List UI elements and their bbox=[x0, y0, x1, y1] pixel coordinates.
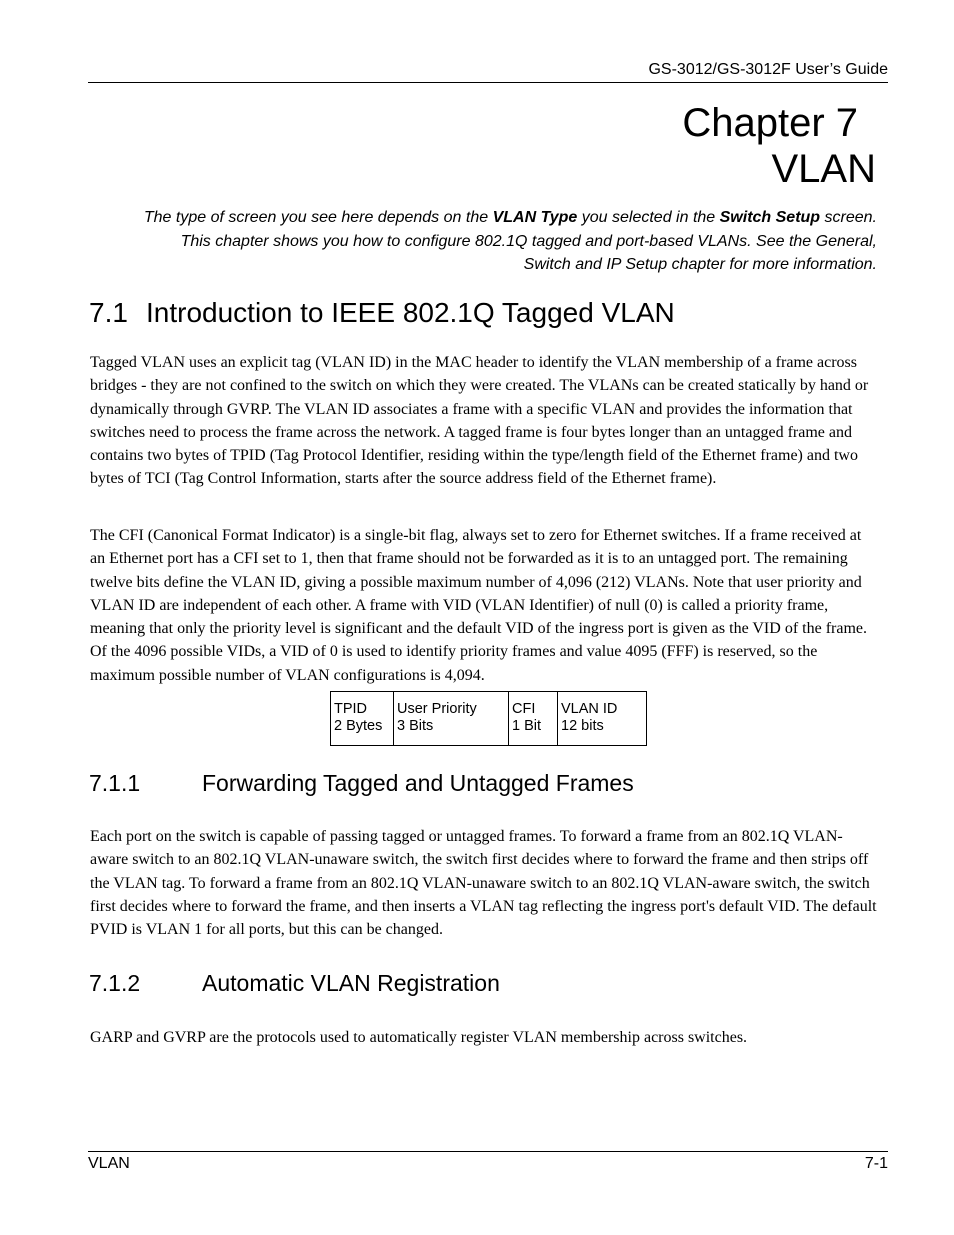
paragraph-forwarding: Each port on the switch is capable of passing tagged or untagged frames. To forward a frame from an 802.1Q VLAN-aware switch to an 802.1Q VLAN-unaware switch, the switch first decides where to forward the frame and then strips off the VLAN tag. To forward a frame from an 802.1Q VLAN-unaware switch to an 802.1Q VLAN-aware switch, the switch first decides where to forward the frame, and then inserts a VLAN tag reflecting the ingress port's default VID. The default PVID is VLAN 1 for all ports, but this can be changed. bbox=[90, 828, 877, 939]
guide-title: GS-3012/GS-3012F User’s Guide bbox=[648, 61, 888, 78]
footer-chapter-name: VLAN bbox=[88, 1155, 130, 1172]
cell-field: User Priority bbox=[397, 701, 477, 717]
section-title: Forwarding Tagged and Untagged Frames bbox=[202, 770, 634, 796]
cell-size: 3 Bits bbox=[397, 718, 434, 734]
table-row bbox=[331, 692, 647, 746]
chapter-intro bbox=[80, 206, 877, 277]
paragraph-cfi: The CFI (Canonical Format Indicator) is a single-bit flag, always set to zero for Ethernet switches. If a frame received at an Ethernet port has a CFI set to 1, then that frame should not be forwarded as it is to an untagged port. The remaining twelve bits define the VLAN ID, giving a possible maximum number of 4,096 (212) VLANs. Note that user priority and VLAN ID are independent of each other. A frame with VID (VLAN Identifier) of null (0) is called a priority frame, meaning that only the priority level is significant and the default VID of the ingress port is given as the VID of the frame. Of the 4096 possible VIDs, a VID of 0 is used to identify priority frames and value 4095 (FFF) is reserved, so the maximum possible number of VLAN configurations is 4,094. bbox=[90, 527, 867, 684]
vlan-tag-format-table bbox=[330, 691, 647, 746]
intro-text-3: screen. bbox=[820, 209, 877, 226]
intro-bold-vlan-type: VLAN Type bbox=[492, 209, 578, 226]
intro-text-1: The type of screen you see here depends on the bbox=[143, 209, 493, 226]
section-number: 7.1.2 bbox=[89, 970, 141, 996]
page-number: 7-1 bbox=[864, 1155, 888, 1172]
section-7-1-1-heading bbox=[89, 768, 634, 798]
table-cell-tpid bbox=[331, 692, 394, 746]
section-title: Automatic VLAN Registration bbox=[202, 970, 500, 996]
cell-size: 12 bits bbox=[561, 718, 604, 734]
table-cell-vlan-id bbox=[558, 692, 647, 746]
cell-field: VLAN ID bbox=[561, 701, 618, 717]
intro-bold-switch-setup: Switch Setup bbox=[719, 209, 821, 226]
intro-line-3: Switch and IP Setup chapter for more information. bbox=[523, 256, 877, 273]
paragraph-registration: GARP and GVRP are the protocols used to automatically register VLAN membership across switches. bbox=[90, 1029, 748, 1046]
cell-field: CFI bbox=[512, 701, 536, 717]
chapter-number: Chapter 7 bbox=[682, 101, 858, 145]
paragraph-tagged-vlan: Tagged VLAN uses an explicit tag (VLAN ID) in the MAC header to identify the VLAN membership of a frame across bridges - they are not confined to the switch on which they were created. The VLANs can be created statically by hand or dynamically through GVRP. The VLAN ID associates a frame with a specific VLAN and provides the information that switches need to process the frame across the network. A tagged frame is four bytes longer than an untagged frame and contains two bytes of TPID (Tag Protocol Identifier, residing within the type/length field of the Ethernet frame) and two bytes of TCI (Tag Control Information, starts after the source address field of the Ethernet frame). bbox=[90, 354, 869, 488]
page-header bbox=[88, 60, 888, 83]
intro-text-2: you selected in the bbox=[577, 209, 720, 226]
section-title: Introduction to IEEE 802.1Q Tagged VLAN bbox=[146, 297, 675, 328]
table-cell-cfi bbox=[509, 692, 558, 746]
cell-field: TPID bbox=[334, 701, 368, 717]
section-7-1-2-heading bbox=[89, 968, 500, 998]
section-number: 7.1 bbox=[89, 297, 128, 328]
cell-size: 1 Bit bbox=[512, 718, 542, 734]
intro-line-2: This chapter shows you how to configure 802.1Q tagged and port-based VLANs. See the General, bbox=[180, 232, 877, 250]
section-7-1-heading bbox=[89, 295, 675, 331]
table-cell-user-priority bbox=[394, 692, 509, 746]
section-number: 7.1.1 bbox=[89, 770, 141, 796]
chapter-title: VLAN bbox=[771, 147, 876, 191]
cell-size: 2 Bytes bbox=[334, 718, 383, 734]
page-footer bbox=[88, 1151, 888, 1174]
